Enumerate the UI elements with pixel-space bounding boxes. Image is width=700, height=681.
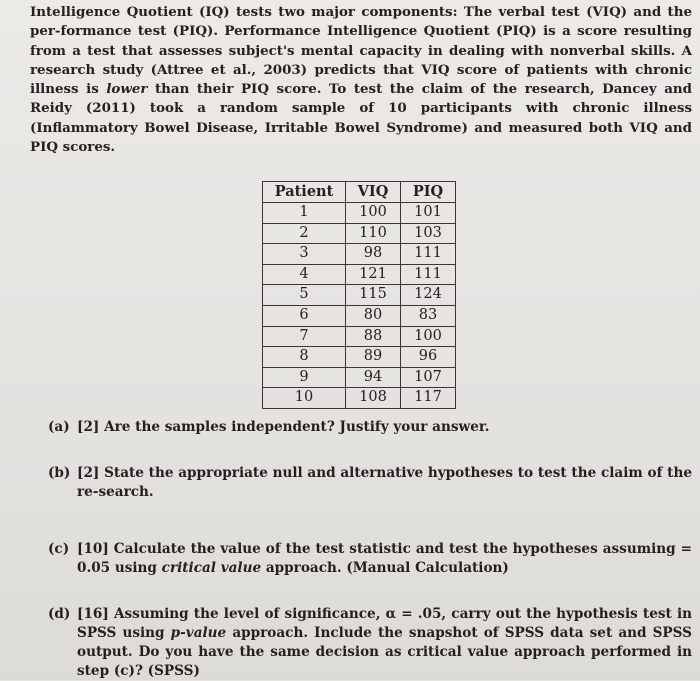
question-c-text-1: Calculate the value of the test statistic and test the hypotheses assuming = 0.05 using bbox=[77, 540, 693, 576]
table-row bbox=[263, 202, 456, 223]
question-d-letter: (d) bbox=[48, 605, 71, 622]
cell-viq: 110 bbox=[346, 223, 401, 244]
cell-piq: 117 bbox=[401, 388, 456, 409]
cell-patient: 3 bbox=[263, 244, 346, 265]
table-container bbox=[26, 181, 692, 409]
cell-piq: 103 bbox=[401, 223, 456, 244]
cell-viq: 115 bbox=[346, 285, 401, 306]
header-piq: PIQ bbox=[401, 182, 456, 203]
cell-viq: 89 bbox=[346, 347, 401, 368]
cell-viq: 108 bbox=[346, 388, 401, 409]
cell-viq: 98 bbox=[346, 244, 401, 265]
header-patient: Patient bbox=[263, 182, 346, 203]
question-b-body bbox=[77, 464, 692, 502]
question-b bbox=[48, 464, 692, 502]
table-row bbox=[263, 305, 456, 326]
cell-viq: 88 bbox=[346, 326, 401, 347]
question-d-italic: p-value bbox=[170, 624, 227, 641]
cell-patient: 10 bbox=[263, 388, 346, 409]
table-row bbox=[263, 367, 456, 388]
table-row bbox=[263, 347, 456, 368]
question-c-italic: critical value bbox=[161, 559, 262, 576]
iq-score-table bbox=[262, 181, 456, 409]
cell-patient: 9 bbox=[263, 367, 346, 388]
question-a-letter: (a) bbox=[48, 418, 70, 435]
cell-patient: 8 bbox=[263, 347, 346, 368]
cell-patient: 2 bbox=[263, 223, 346, 244]
cell-patient: 1 bbox=[263, 202, 346, 223]
question-d bbox=[48, 605, 692, 681]
table-row bbox=[263, 223, 456, 244]
cell-piq: 100 bbox=[401, 326, 456, 347]
intro-paragraph bbox=[30, 3, 692, 157]
table-row bbox=[263, 388, 456, 409]
question-d-body bbox=[77, 605, 692, 681]
header-viq: VIQ bbox=[346, 182, 401, 203]
question-a-body bbox=[77, 418, 692, 437]
cell-viq: 100 bbox=[346, 202, 401, 223]
question-c bbox=[48, 540, 692, 578]
cell-piq: 111 bbox=[401, 244, 456, 265]
question-d-text-2: approach. Include the snapshot of SPSS data set and SPSS output. Do you have the same decision as critical value approach performed in step (c)? (SPSS) bbox=[77, 624, 692, 679]
intro-emphasis: lower bbox=[106, 81, 148, 98]
cell-viq: 94 bbox=[346, 367, 401, 388]
cell-viq: 121 bbox=[346, 264, 401, 285]
table-row bbox=[263, 244, 456, 265]
table-row bbox=[263, 326, 456, 347]
cell-patient: 4 bbox=[263, 264, 346, 285]
table-row bbox=[263, 264, 456, 285]
cell-piq: 124 bbox=[401, 285, 456, 306]
cell-patient: 6 bbox=[263, 305, 346, 326]
question-d-text-1: Assuming the level of significance, α = .05, carry out the hypothesis test in SPSS using bbox=[77, 605, 693, 641]
cell-piq: 107 bbox=[401, 367, 456, 388]
question-a-marks: [ 2 ] bbox=[77, 419, 99, 435]
cell-viq: 80 bbox=[346, 305, 401, 326]
question-c-body bbox=[77, 540, 692, 578]
table-row bbox=[263, 285, 456, 306]
cell-piq: 111 bbox=[401, 264, 456, 285]
cell-piq: 101 bbox=[401, 202, 456, 223]
question-c-text-2: approach. (Manual Calculation) bbox=[265, 559, 509, 576]
intro-text-1: Intelligence Quotient (IQ) tests two major components: The verbal test (VIQ) and the per-formance test (PIQ). Performance Intelligence Quotient (PIQ) is a score resulting from a test that assesses subject's mental capacity in dealing with nonverbal skills. A research study (Attree et al., 2003) predicts that VIQ score of patients with chronic illness is bbox=[30, 4, 692, 98]
cell-piq: 96 bbox=[401, 347, 456, 368]
question-list bbox=[30, 418, 692, 681]
table-body bbox=[263, 202, 456, 408]
cell-patient: 7 bbox=[263, 326, 346, 347]
question-c-letter: (c) bbox=[48, 540, 70, 557]
intro-text-2: than their PIQ score. To test the claim of the research, Dancey and Reidy (2011) took a random sample of 10 participants with chronic illness (Inflammatory Bowel Disease, Irritable Bowel Syndrome) and measured both VIQ and PIQ scores. bbox=[30, 81, 692, 156]
cell-patient: 5 bbox=[263, 285, 346, 306]
cell-piq: 83 bbox=[401, 305, 456, 326]
question-a bbox=[48, 418, 692, 437]
table-header-row bbox=[263, 182, 456, 203]
question-c-marks: [ 10 ] bbox=[77, 541, 109, 557]
question-b-marks: [ 2 ] bbox=[77, 465, 99, 481]
question-a-text: Are the samples independent? Justify your answer. bbox=[104, 418, 490, 435]
question-b-letter: (b) bbox=[48, 464, 71, 481]
question-b-text: State the appropriate null and alternative hypotheses to test the claim of the re-search. bbox=[77, 464, 692, 500]
question-d-marks: [ 16 ] bbox=[77, 606, 109, 622]
